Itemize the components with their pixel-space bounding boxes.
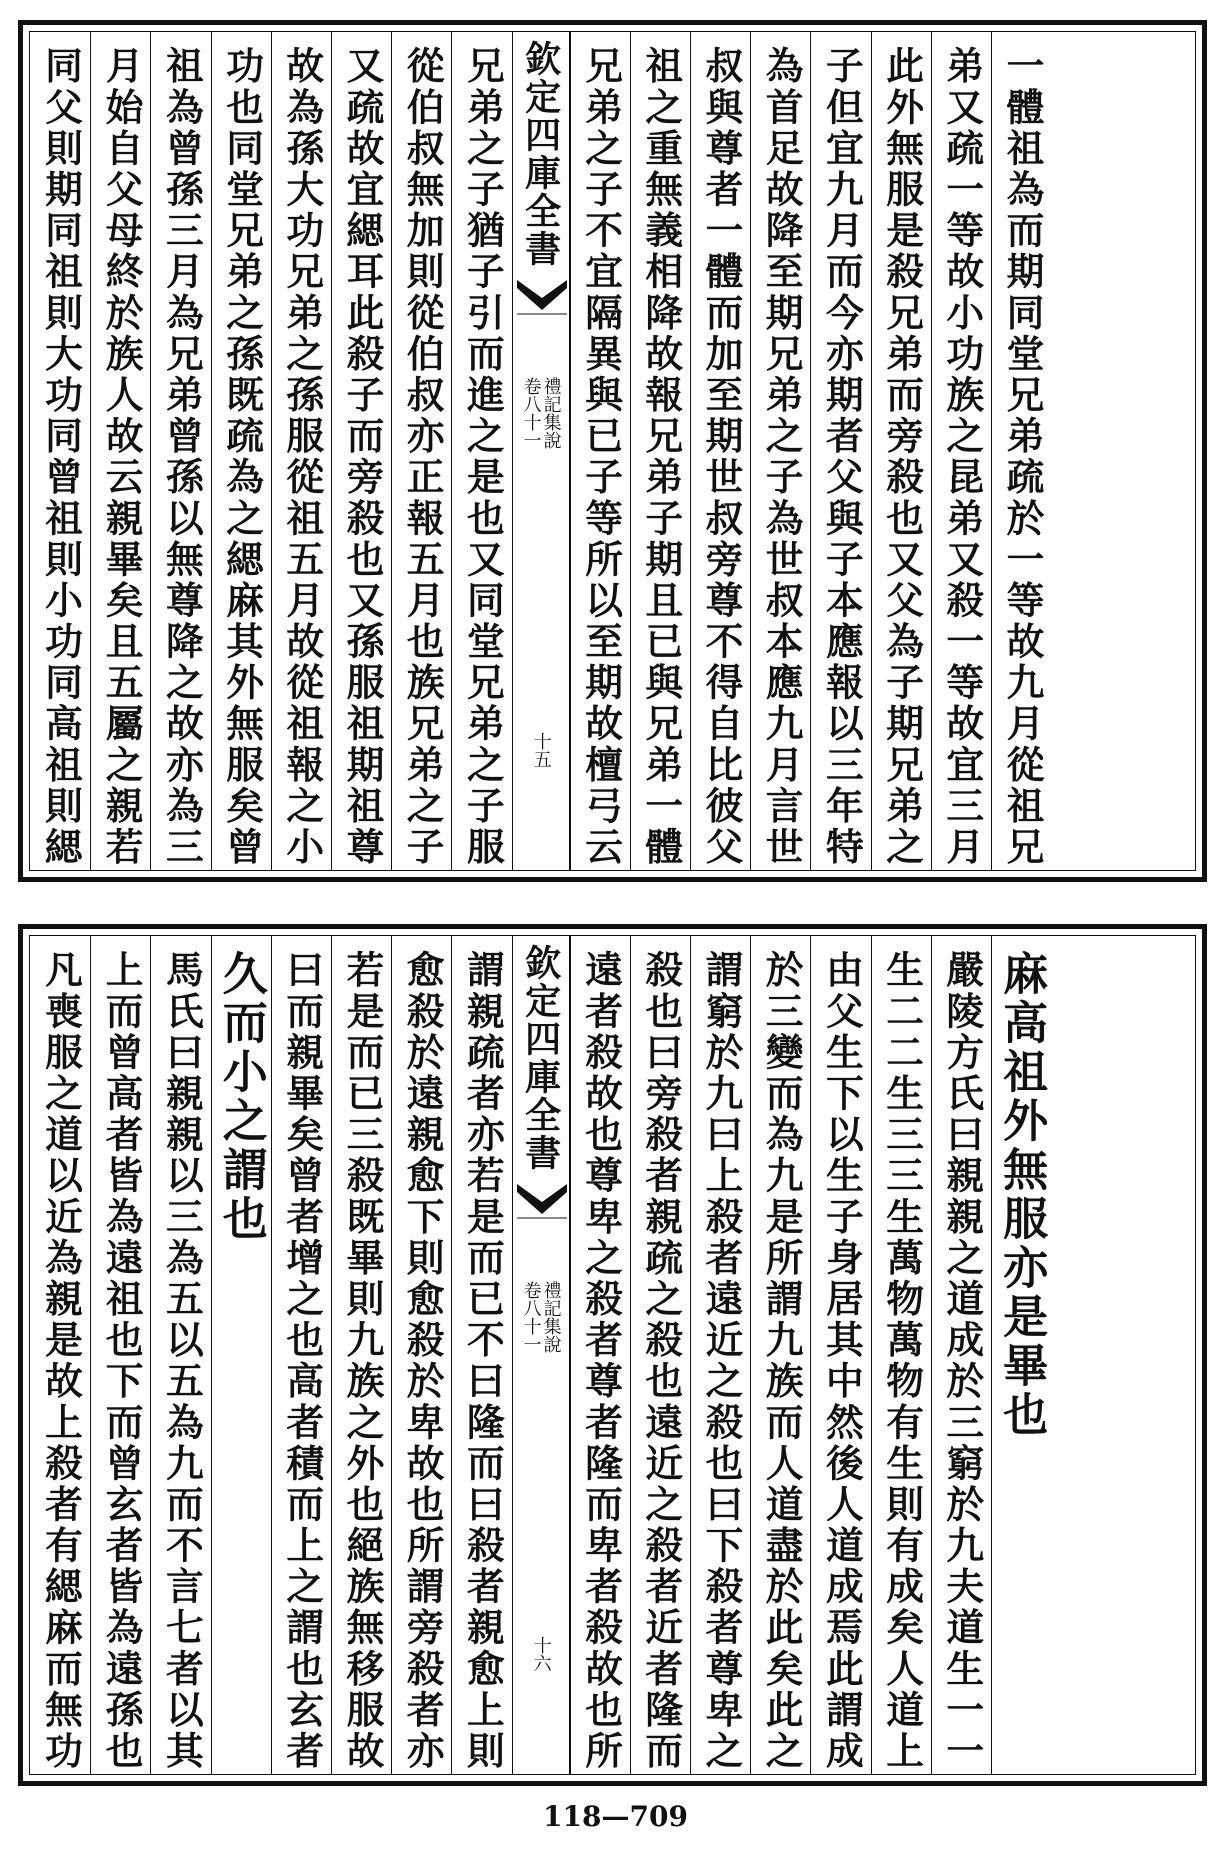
text-line: 謂親疏者亦若是而已不曰隆而曰殺者親愈上則 (460, 950, 505, 1772)
book-series-title: 欽定四庫全書 (519, 944, 562, 1172)
bottom-right-column-5 (750, 936, 810, 1774)
top-right-column-3 (871, 32, 931, 870)
book-info (522, 377, 560, 449)
bottom-right-column-2 (931, 936, 991, 1774)
bottom-right-column-1 (991, 936, 1051, 1774)
text-line: 愈殺於遠親愈下則愈殺於卑故也所謂旁殺者亦 (400, 950, 445, 1772)
text-line: 又疏故宜緦耳此殺子而旁殺也又孫服祖期祖尊 (340, 46, 385, 868)
book-name: 禮記集說 (540, 1281, 562, 1353)
top-left-column-4 (271, 32, 331, 870)
bottom-left-column-6 (150, 936, 210, 1774)
text-line: 殺也曰旁殺者親疏之殺也遠近之殺者近者隆而 (639, 950, 684, 1772)
bottom-left-column-4 (271, 936, 331, 1774)
top-left-column-1 (451, 32, 511, 870)
text-line: 一體祖為而期同堂兄弟疏於一等故九月從祖兄 (1000, 46, 1045, 868)
top-left-column-3 (331, 32, 391, 870)
bottom-right-column-7 (630, 936, 690, 1774)
page-number-footer: 118—709 (543, 1800, 688, 1833)
volume-number: 卷八十一 (520, 1281, 542, 1353)
text-line: 月始自父母終於族人故云親畢矣且五屬之親若 (99, 46, 144, 868)
text-line: 子但宜九月而今亦期者父與子本應報以三年特 (819, 46, 864, 868)
text-line: 為首足故降至期兄弟之子為世叔本應九月言世 (759, 46, 804, 868)
bottom-page-frame (29, 935, 1196, 1775)
bottom-left-column-2 (391, 936, 451, 1774)
bottom-page (18, 924, 1207, 1786)
text-line: 謂窮於九曰上殺者遠近之殺也曰下殺者尊卑之 (699, 950, 744, 1772)
top-right-column-1 (991, 32, 1051, 870)
book-name: 禮記集說 (540, 377, 562, 449)
text-line: 凡喪服之道以近為親是故上殺者有緦麻而無功 (38, 950, 83, 1772)
text-line: 此外無服是殺兄弟而旁殺也又父為子期兄弟之 (880, 46, 925, 868)
folio-number: 十五 (530, 732, 552, 768)
fishtail-mark-icon (517, 280, 567, 316)
bottom-left-column-7 (90, 936, 150, 1774)
book-info (522, 1281, 560, 1353)
text-line: 久而小之謂也 (214, 950, 268, 1244)
top-page-frame (29, 31, 1196, 871)
top-right-column-2 (931, 32, 991, 870)
bottom-right-column-3 (871, 936, 931, 1774)
bottom-left-column-8 (30, 936, 90, 1774)
text-line: 遠者殺故也尊卑之殺者尊者隆而卑者殺故也所 (579, 950, 624, 1772)
bottom-right-column-4 (810, 936, 870, 1774)
text-line: 弟又疏一等故小功族之昆弟又殺一等故宜三月 (940, 46, 985, 868)
text-line: 兄弟之子不宜隔異與已子等所以至期故檀弓云 (579, 46, 624, 868)
text-line: 從伯叔無加則從伯叔亦正報五月也族兄弟之子 (400, 46, 445, 868)
bottom-left-column-5 (211, 936, 271, 1774)
top-right-column-7 (630, 32, 690, 870)
folio-number: 十六 (530, 1636, 552, 1672)
top-left-column-2 (391, 32, 451, 870)
text-line: 上而曾高者皆為遠祖也下而曾玄者皆為遠孫也 (99, 950, 144, 1772)
volume-number: 卷八十一 (520, 377, 542, 449)
text-line: 兄弟之子猶子引而進之是也又同堂兄弟之子服 (460, 46, 505, 868)
bottom-text-columns (30, 936, 1195, 1774)
top-left-column-7 (90, 32, 150, 870)
text-line: 功也同堂兄弟之孫既疏為之緦麻其外無服矣曾 (220, 46, 265, 868)
text-line: 若是而已三殺既畢則九族之外也絕族無移服故 (340, 950, 385, 1772)
text-line: 生二二生三三生萬物萬物有生則有成矣人道上 (880, 950, 925, 1772)
text-line: 馬氏曰親親以三為五以五為九而不言七者以其 (159, 950, 204, 1772)
top-left-column-6 (150, 32, 210, 870)
text-line: 於三變而為九是所謂九族而人道盡於此矣此之 (759, 950, 804, 1772)
top-page (18, 20, 1207, 882)
text-line: 嚴陵方氏曰親親之道成於三窮於九夫道生一一 (940, 950, 985, 1772)
top-right-column-8 (570, 32, 630, 870)
bottom-right-column-6 (690, 936, 750, 1774)
top-left-column-8 (30, 32, 90, 870)
top-right-column-4 (810, 32, 870, 870)
text-line: 叔與尊者一體而加至期世叔旁尊不得自比彼父 (699, 46, 744, 868)
top-text-columns (30, 32, 1195, 870)
text-line: 祖之重無義相降故報兄弟子期且已與兄弟一體 (639, 46, 684, 868)
top-right-column-5 (750, 32, 810, 870)
text-line: 故為孫大功兄弟之孫服從祖五月故從祖報之小 (280, 46, 325, 868)
text-line: 麻高祖外無服亦是畢也 (995, 950, 1049, 1440)
bottom-left-column-1 (451, 936, 511, 1774)
top-right-column-6 (690, 32, 750, 870)
bottom-right-column-8 (570, 936, 630, 1774)
text-line: 同父則期同祖則大功同曾祖則小功同高祖則緦 (38, 46, 83, 868)
text-line: 由父生下以生子身居其中然後人道成焉此謂成 (819, 950, 864, 1772)
bottom-left-column-3 (331, 936, 391, 1774)
book-series-title: 欽定四庫全書 (519, 40, 562, 268)
text-line: 祖為曾孫三月為兄弟曾孫以無尊降之故亦為三 (159, 46, 204, 868)
top-left-column-5 (211, 32, 271, 870)
top-center-title-column (512, 32, 570, 870)
fishtail-mark-icon (517, 1184, 567, 1220)
bottom-center-title-column (512, 936, 570, 1774)
text-line: 曰而親畢矣曾者增之也高者積而上之謂也玄者 (280, 950, 325, 1772)
